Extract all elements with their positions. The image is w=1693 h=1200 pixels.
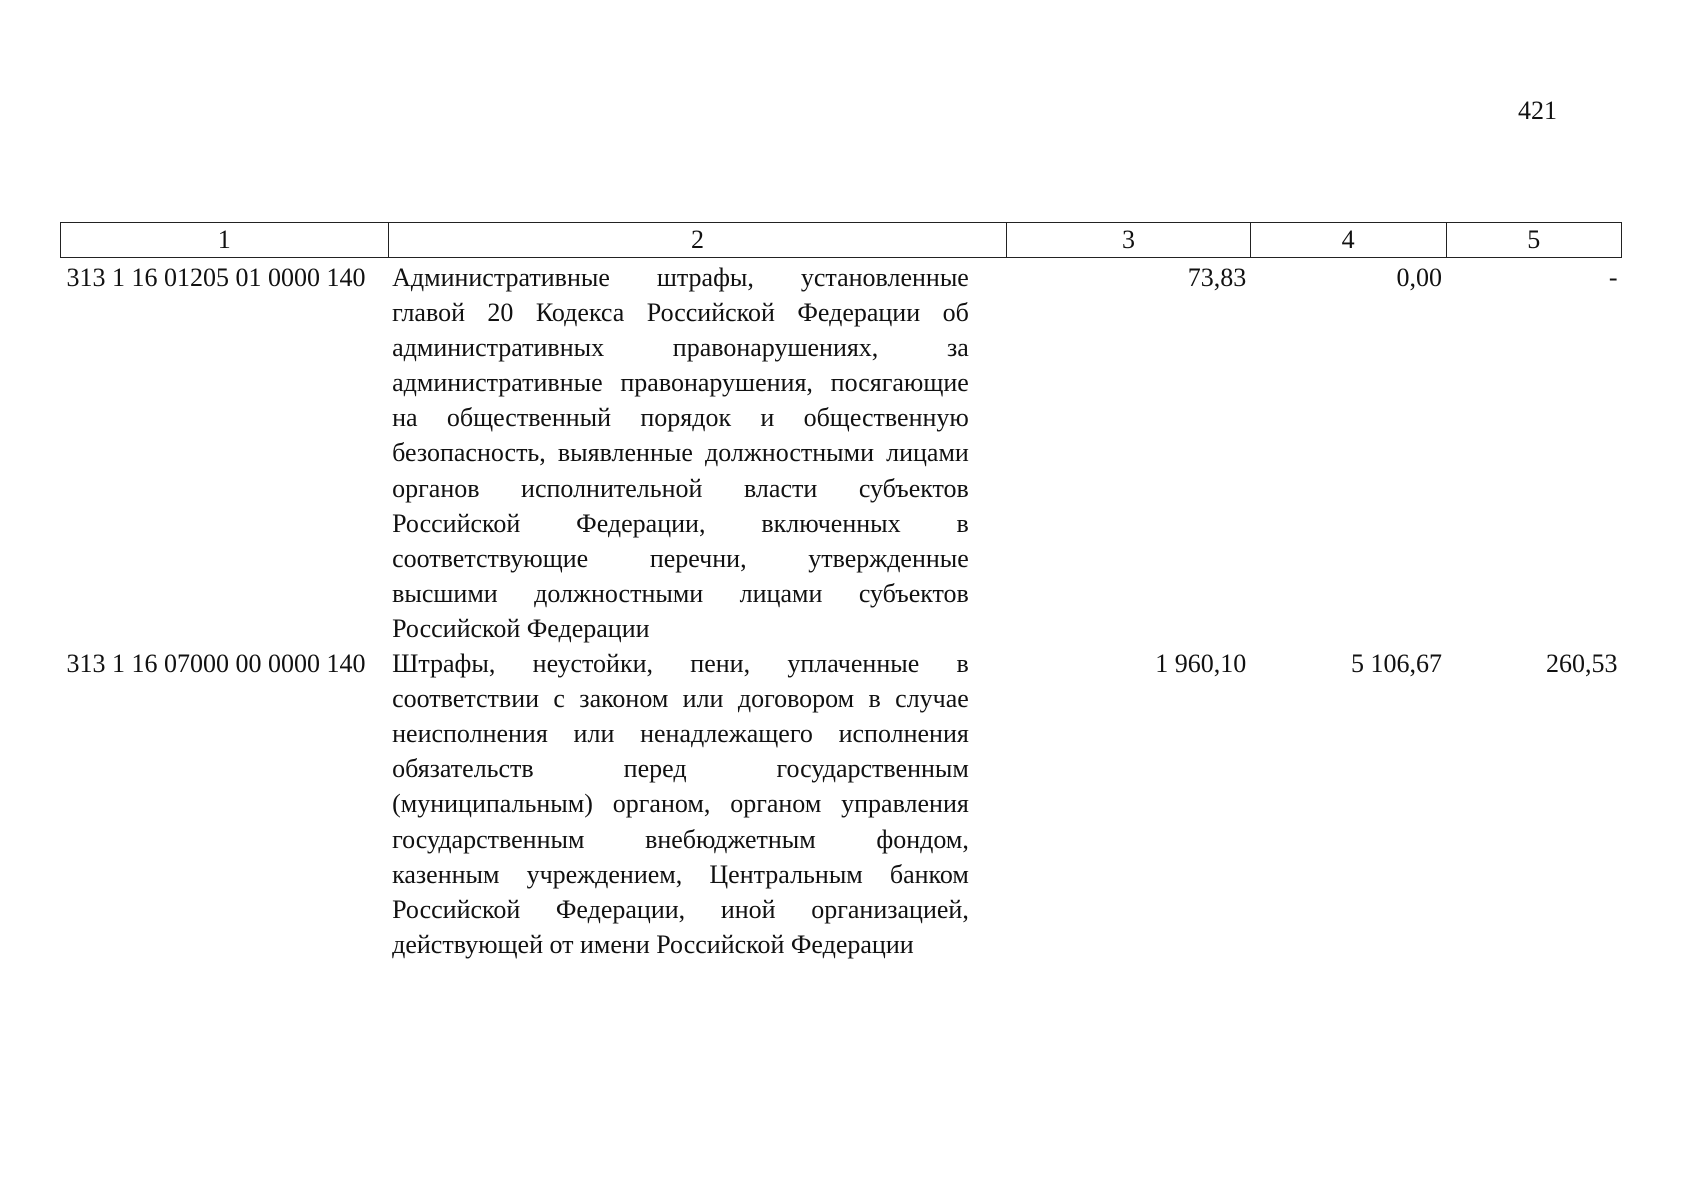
value-col4: 0,00	[1396, 263, 1442, 292]
column-header-3: 3	[1007, 223, 1250, 258]
table-row	[61, 646, 1622, 962]
value-col3: 73,83	[1187, 263, 1247, 292]
column-header-4: 4	[1250, 223, 1446, 258]
description-line: государственным внебюджетным фондом,	[392, 824, 969, 854]
description-line: органов исполнительной власти субъектов	[392, 473, 969, 503]
description-line: высшими должностными лицами субъектов	[392, 578, 969, 608]
column-header-1: 1	[61, 223, 389, 258]
description-line: неисполнения или ненадлежащего исполнения	[392, 719, 969, 749]
description-line: Российской Федерации, иной организацией,	[392, 894, 969, 924]
description-line: Административные штрафы, установленные	[392, 263, 969, 292]
column-header-2: 2	[388, 223, 1007, 258]
budget-code: 313 1 16 07000 00 0000 140	[66, 649, 366, 679]
description-line: соответствующие перечни, утвержденные	[392, 543, 969, 573]
description-line: соответствии с законом или договором в случае	[392, 684, 969, 714]
page-number: 421	[1518, 96, 1557, 125]
description-line: на общественный порядок и общественную	[392, 403, 969, 433]
description-line: Штрафы, неустойки, пени, уплаченные в	[392, 649, 969, 679]
description-line: Российской Федерации	[392, 613, 650, 643]
value-col3: 1 960,10	[1155, 649, 1247, 679]
column-header-5: 5	[1446, 223, 1622, 258]
description-line: административные правонарушения, посягающие	[392, 368, 969, 398]
row-description	[388, 258, 1007, 647]
row-description	[388, 646, 1007, 962]
description-line: (муниципальным) органом, органом управления	[392, 789, 969, 819]
description-line: безопасность, выявленные должностными лицами	[392, 438, 969, 468]
description-line: казенным учреждением, Центральным банком	[392, 859, 969, 889]
budget-table	[60, 222, 1622, 962]
budget-code: 313 1 16 01205 01 0000 140	[66, 263, 366, 292]
value-col4: 5 106,67	[1351, 649, 1442, 679]
description-line: Российской Федерации, включенных в	[392, 508, 969, 538]
description-line: действующей от имени Российской Федерации	[392, 929, 914, 959]
table-header-row	[61, 223, 1622, 258]
table-row	[61, 258, 1622, 647]
description-line: административных правонарушениях, за	[392, 333, 969, 363]
value-col5: 260,53	[1546, 649, 1618, 679]
description-line: главой 20 Кодекса Российской Федерации об	[392, 298, 969, 328]
value-col5: -	[1608, 263, 1618, 292]
description-line: обязательств перед государственным	[392, 754, 969, 784]
